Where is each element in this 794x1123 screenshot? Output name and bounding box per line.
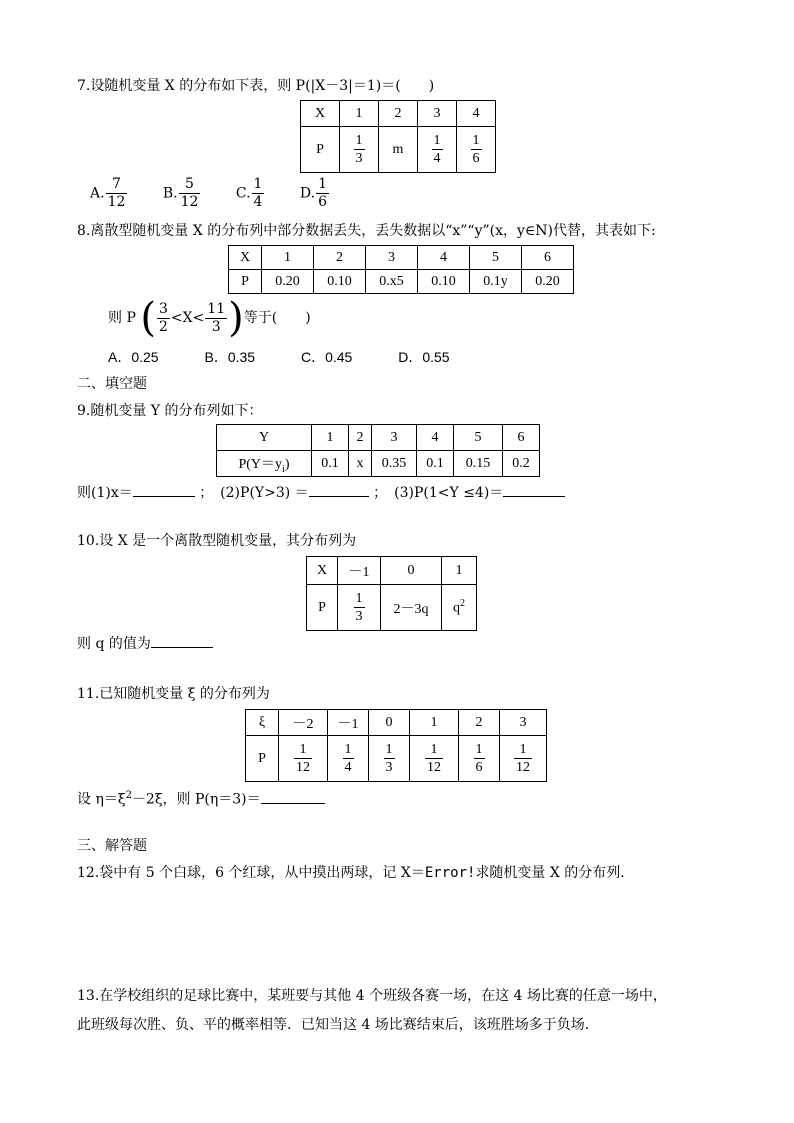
q11-prob-cell xyxy=(459,736,500,782)
q7-prob-label: P xyxy=(301,127,340,173)
q11-prob-cell xyxy=(410,736,459,782)
q12-stem: 12.袋中有 5 个白球，6 个红球，从中摸出两球，记 X＝Error!求随机变量 X 的分布列． xyxy=(77,865,635,881)
q9-table-cell: x xyxy=(349,451,372,477)
q9-table-header: 1 xyxy=(312,425,349,451)
q8-table-header: 1 xyxy=(262,246,314,270)
fraction: $\frac{1}{4}$ xyxy=(433,133,441,166)
q11-prob-cell xyxy=(328,736,369,782)
q9-table xyxy=(216,424,540,477)
q7-table-header: 2 xyxy=(379,101,418,127)
q7-stem: 7.设随机变量 X 的分布如下表，则 P(|X－3|＝1)＝( ) xyxy=(77,78,435,94)
q9-table-header: 4 xyxy=(417,425,454,451)
q10-stem: 10.设 X 是一个离散型随机变量，其分布列为 xyxy=(77,533,357,549)
q10-prob-cell: $q^2$ xyxy=(442,585,477,631)
fraction: $\frac{1}{12}$ xyxy=(427,742,441,775)
fraction: $\frac{1}{3}$ xyxy=(355,133,363,166)
q11-prob-cell xyxy=(500,736,547,782)
q8-table-cell: 0.x5 xyxy=(366,270,418,294)
answer-blank xyxy=(151,633,213,648)
q8-table-cell: 0.20 xyxy=(262,270,314,294)
q8-table-header: 6 xyxy=(522,246,574,270)
q8-table-header: X xyxy=(229,246,262,270)
q10-table xyxy=(306,556,477,631)
q11-table-header: 0 xyxy=(369,710,410,736)
q11-table xyxy=(245,709,547,782)
q8-option-b: B．0.35 xyxy=(204,349,256,365)
q10-prob-cell xyxy=(338,585,381,631)
q7-option-d: D. $\frac{1}{6}$ xyxy=(299,176,328,210)
q7-prob-cell xyxy=(340,127,379,173)
q8-table-header: 3 xyxy=(366,246,418,270)
fraction: $\frac{1}{6}$ xyxy=(472,133,480,166)
fraction: $\frac{1}{3}$ xyxy=(355,591,363,624)
q7-table-header: 3 xyxy=(418,101,457,127)
q11-prob-label: P xyxy=(246,736,279,782)
q8-table xyxy=(228,245,574,294)
q11-table-header: －2 xyxy=(279,710,328,736)
q8-question: 则 P ( $\frac{3}{2}$ <X< $\frac{11}{3}$ )等于( ) xyxy=(108,295,311,341)
q10-table-header: 1 xyxy=(442,557,477,585)
q7-table-header: 1 xyxy=(340,101,379,127)
fraction: $\frac{1}{3}$ xyxy=(385,742,393,775)
q9-table-cell: 0.2 xyxy=(503,451,540,477)
q9-table-header: 5 xyxy=(454,425,503,451)
q9-table-header: 2 xyxy=(349,425,372,451)
q13-line-2: 此班级每次胜、负、平的概率相等．已知当这 4 场比赛结束后，该班胜场多于负场． xyxy=(77,1017,599,1033)
fraction: $\frac{3}{2}$ xyxy=(158,300,168,335)
q7-option-c: C. $\frac{1}{4}$ xyxy=(235,176,263,210)
q10-answer: 则 q 的值为 xyxy=(77,633,213,654)
q7-option-b: B. $\frac{5}{12}$ xyxy=(162,176,199,210)
q8-table-header: 2 xyxy=(314,246,366,270)
fraction: $\frac{1}{6}$ xyxy=(475,742,483,775)
q11-prob-cell xyxy=(369,736,410,782)
section-heading-fill-blank: 二、填空题 xyxy=(77,376,147,392)
q10-table-header: －1 xyxy=(338,557,381,585)
q9-table-cell: 0.1 xyxy=(312,451,349,477)
q8-table-cell: P xyxy=(229,270,262,294)
q7-options xyxy=(90,176,360,211)
q9-table-header: Y xyxy=(217,425,312,451)
q8-table-cell: 0.1y xyxy=(470,270,522,294)
q7-prob-cell xyxy=(457,127,496,173)
q8-table-header: 4 xyxy=(418,246,470,270)
answer-blank xyxy=(503,482,565,497)
q11-table-header: ξ xyxy=(246,710,279,736)
q11-prob-cell xyxy=(279,736,328,782)
q10-prob-cell: 2－3q xyxy=(381,585,442,631)
q9-row-label: $P(Y=y_i)$ xyxy=(217,451,312,477)
q7-option-a: A. $\frac{7}{12}$ xyxy=(90,176,126,210)
q10-table-header: 0 xyxy=(381,557,442,585)
q10-prob-label: P xyxy=(307,585,338,631)
q11-table-header: 3 xyxy=(500,710,547,736)
q11-table-header: 2 xyxy=(459,710,500,736)
q9-table-header: 6 xyxy=(503,425,540,451)
answer-blank xyxy=(261,789,325,804)
error-field-text: Error! xyxy=(424,865,476,881)
section-heading-solve: 三、解答题 xyxy=(77,838,147,854)
fraction: $\frac{11}{3}$ xyxy=(207,300,226,335)
q8-table-cell: 0.20 xyxy=(522,270,574,294)
q8-option-c: C．0.45 xyxy=(300,349,353,365)
q9-answers: 则(1)x＝ ； (2)P(Y>3) ＝ ； (3)P(1<Y ≤4)＝ xyxy=(77,482,565,503)
answer-blank xyxy=(309,482,369,497)
fraction: $\frac{1}{4}$ xyxy=(344,742,352,775)
q8-stem: 8.离散型随机变量 X 的分布列中部分数据丢失，丢失数据以“x”“y”(x，y∈N)代替，其表如下: xyxy=(77,223,656,239)
q9-table-cell: 0.15 xyxy=(454,451,503,477)
q8-option-d: D．0.55 xyxy=(398,349,450,365)
q9-table-header: 3 xyxy=(372,425,417,451)
answer-blank xyxy=(133,482,195,497)
q10-table-header: X xyxy=(307,557,338,585)
q8-option-a: A．0.25 xyxy=(108,349,159,365)
q7-table-header: X xyxy=(301,101,340,127)
q9-table-cell: 0.1 xyxy=(417,451,454,477)
q13-line-1: 13.在学校组织的足球比赛中，某班要与其他 4 个班级各赛一场，在这 4 场比赛的任意一场中， xyxy=(77,988,667,1004)
fraction: $\frac{1}{12}$ xyxy=(296,742,310,775)
q8-table-cell: 0.10 xyxy=(418,270,470,294)
q9-table-cell: 0.35 xyxy=(372,451,417,477)
q8-table-header: 5 xyxy=(470,246,522,270)
q8-table-cell: 0.10 xyxy=(314,270,366,294)
q11-table-header: 1 xyxy=(410,710,459,736)
q9-stem: 9.随机变量 Y 的分布列如下： xyxy=(77,403,263,419)
q7-table-header: 4 xyxy=(457,101,496,127)
q8-options xyxy=(108,347,480,367)
q7-prob-cell xyxy=(418,127,457,173)
q11-stem: 11.已知随机变量 ξ 的分布列为 xyxy=(77,686,270,702)
q11-table-header: －1 xyxy=(328,710,369,736)
fraction: $\frac{1}{12}$ xyxy=(516,742,530,775)
q11-answer: 设 $\eta=\xi^2-2\xi$，则 P(η＝3)＝ xyxy=(77,786,325,810)
q7-prob-cell: m xyxy=(379,127,418,173)
q7-table xyxy=(300,100,496,173)
